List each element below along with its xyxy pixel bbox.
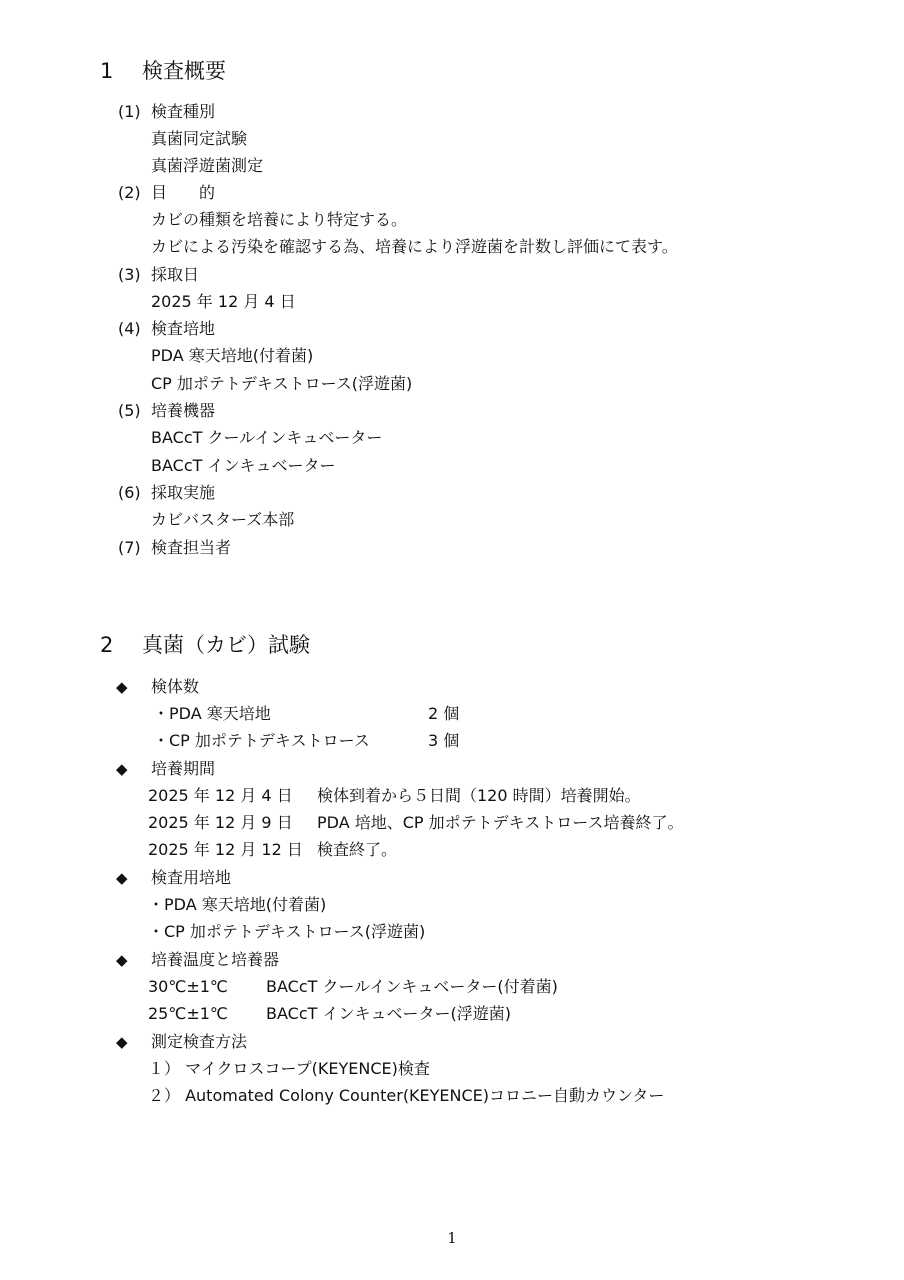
item-number: (6) (118, 483, 141, 502)
section-1-number: 1 (100, 59, 114, 83)
item-2-line-2: カビによる汚染を確認する為、培養により浮遊菌を計数し評価にて表す。 (151, 237, 678, 256)
item-5 (118, 400, 215, 422)
section-1-title: 検査概要 (142, 59, 226, 83)
item-label: 検査担当者 (151, 538, 232, 557)
method-label: 測定検査方法 (151, 1032, 248, 1051)
culture-period-label: 培養期間 (151, 759, 216, 778)
incubator-device: BACcT インキュベーター(浮遊菌) (266, 1004, 511, 1023)
section-2-title: 真菌（カビ）試験 (142, 633, 310, 657)
item-number: (7) (118, 538, 141, 557)
item-2-line-1: カビの種類を培養により特定する。 (151, 210, 408, 229)
section-1-heading (100, 57, 226, 85)
diamond-bullet-icon: ◆ (116, 869, 128, 887)
item-4-line-2: CP 加ポテトデキストロース(浮遊菌) (151, 374, 413, 393)
item-number: (3) (118, 265, 141, 284)
specimen-count: 2 個 (428, 704, 460, 723)
item-label: 検査種別 (151, 102, 216, 121)
item-number: (1) (118, 102, 141, 121)
item-label: 培養機器 (151, 401, 216, 420)
section-2-number: 2 (100, 633, 114, 657)
item-number: (5) (118, 401, 141, 420)
temperature-value: 30℃±1℃ (148, 977, 228, 996)
media-label: 検査用培地 (151, 868, 232, 887)
item-label: 検査培地 (151, 319, 216, 338)
specimen-count: 3 個 (428, 731, 460, 750)
specimens-heading (116, 676, 199, 698)
item-1-line-1: 真菌同定試験 (151, 129, 248, 148)
period-date: 2025 年 12 月 12 日 (148, 840, 303, 859)
diamond-bullet-icon: ◆ (116, 1033, 128, 1051)
specimen-name: ・PDA 寒天培地 (153, 704, 271, 723)
item-label: 目 的 (151, 183, 216, 202)
item-3 (118, 264, 199, 286)
culture-period-heading (116, 758, 215, 780)
item-7 (118, 537, 231, 559)
specimens-label: 検体数 (151, 677, 200, 696)
incubator-device: BACcT クールインキュベーター(付着菌) (266, 977, 558, 996)
period-text: PDA 培地、CP 加ポテトデキストロース培養終了。 (317, 813, 684, 832)
method-line: １） マイクロスコープ(KEYENCE)検査 (148, 1059, 430, 1078)
item-1 (118, 101, 215, 123)
media-line: ・CP 加ポテトデキストロース(浮遊菌) (148, 922, 426, 941)
period-date: 2025 年 12 月 9 日 (148, 813, 293, 832)
item-4 (118, 318, 215, 340)
method-line: ２） Automated Colony Counter(KEYENCE)コロニー自動カウンター (148, 1086, 665, 1105)
item-6-line-1: カビバスターズ本部 (151, 510, 295, 529)
period-text: 検体到着から５日間（120 時間）培養開始。 (317, 786, 641, 805)
temperature-label: 培養温度と培養器 (151, 950, 280, 969)
temperature-value: 25℃±1℃ (148, 1004, 228, 1023)
page-number: 1 (447, 1229, 457, 1247)
diamond-bullet-icon: ◆ (116, 678, 128, 696)
period-text: 検査終了。 (317, 840, 398, 859)
method-heading (116, 1031, 247, 1053)
media-line: ・PDA 寒天培地(付着菌) (148, 895, 327, 914)
item-5-line-1: BACcT クールインキュベーター (151, 428, 383, 447)
item-label: 採取実施 (151, 483, 216, 502)
diamond-bullet-icon: ◆ (116, 760, 128, 778)
specimen-name: ・CP 加ポテトデキストロース (153, 731, 370, 750)
item-6 (118, 482, 215, 504)
period-date: 2025 年 12 月 4 日 (148, 786, 293, 805)
temperature-heading (116, 949, 279, 971)
item-number: (4) (118, 319, 141, 338)
item-2 (118, 182, 215, 204)
item-3-line-1: 2025 年 12 月 4 日 (151, 292, 296, 311)
media-heading (116, 867, 231, 889)
item-label: 採取日 (151, 265, 200, 284)
item-1-line-2: 真菌浮遊菌測定 (151, 156, 264, 175)
item-number: (2) (118, 183, 141, 202)
diamond-bullet-icon: ◆ (116, 951, 128, 969)
item-4-line-1: PDA 寒天培地(付着菌) (151, 346, 314, 365)
section-2-heading (100, 631, 310, 659)
item-5-line-2: BACcT インキュベーター (151, 456, 336, 475)
